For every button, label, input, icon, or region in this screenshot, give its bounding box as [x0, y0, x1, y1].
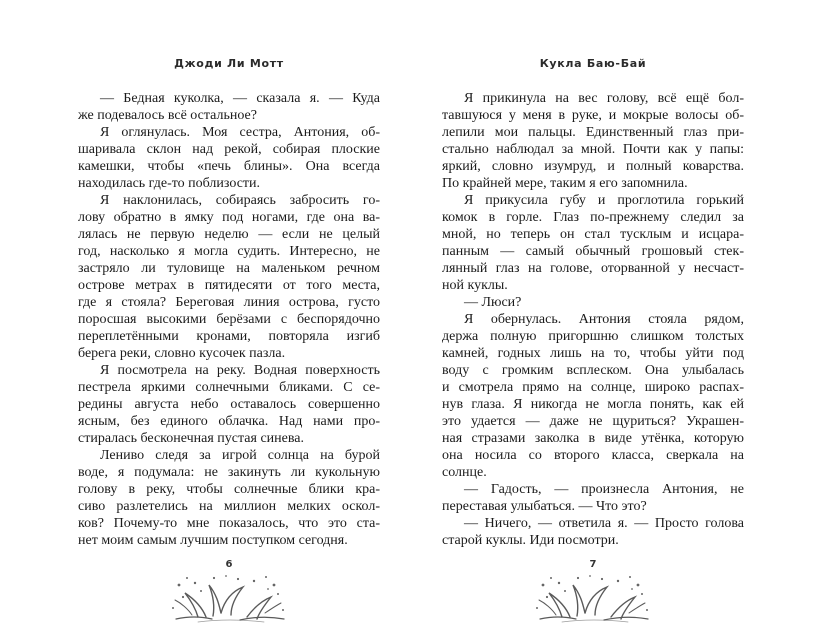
text-line: ков? Почему-то мне показалось, что это ста-: [78, 516, 380, 531]
text-line: стально наблюдал за мной. Почти как у папы:: [442, 142, 744, 157]
text-line: лепили мои пальцы. Единственный глаз при-: [442, 125, 744, 140]
text-line: нув глаза. Я никогда не могла понять, как ей: [442, 397, 744, 412]
text-line: Я прикинула на вес голову, всё ещё бол-: [464, 91, 744, 106]
text-line: год, насколько я могла судить. Интересно, не: [78, 244, 380, 259]
page-right-body: [442, 90, 744, 549]
text-line: нет моим самым лучшим поступком сегодня.: [78, 533, 348, 548]
text-line: ясным, без единого облачка. Над нами про-: [78, 414, 380, 429]
text-line: солнце.: [442, 465, 487, 480]
running-header-author: Джоди Ли Мотт: [174, 57, 284, 70]
text-line: же подевалось всё остальное?: [78, 108, 257, 123]
text-line: это удается — даже не щуриться? Украшен-: [442, 414, 744, 429]
text-line: тавшуюся у меня в руке, и мокрые волосы об-: [442, 108, 744, 123]
text-line: — Гадость, — произнесла Антония, не: [464, 482, 744, 497]
text-line: воде, я подумала: не закинуть ли кукольную: [78, 465, 380, 480]
text-line: Я посмотрела на реку. Водная поверхность: [100, 363, 380, 378]
text-line: Лениво следя за игрой солнца на бурой: [100, 448, 380, 463]
text-line: сиво разлетелись на миллион мелких оскол-: [78, 499, 380, 514]
page-number: 6: [225, 559, 233, 570]
text-line: Я прикусила губу и проглотила горький: [464, 193, 744, 208]
text-line: камней, годных лишь на то, чтобы уйти под: [442, 346, 744, 361]
page-left-footer: [78, 560, 380, 629]
text-line: застряло ли туловище на маленьком речном: [78, 261, 380, 276]
text-line: шаривала склон над рекой, собирая плоские: [78, 142, 380, 157]
text-line: берега реки, словно кусочек пазла.: [78, 346, 286, 361]
page-left-body: [78, 90, 380, 549]
text-line: она носила со второго класса, сверкала на: [442, 448, 744, 463]
text-line: держа полную пригоршню слишком толстых: [442, 329, 744, 344]
text-line: стиралась бесконечная пустая синева.: [78, 431, 305, 446]
text-line: ной куклы.: [442, 278, 508, 293]
text-line: Я оглянулась. Моя сестра, Антония, об-: [100, 125, 380, 140]
text-line: — Бедная куколка, — сказала я. — Куда: [100, 91, 380, 106]
text-line: голову в реку, чтобы солнечные блики кра-: [78, 482, 380, 497]
text-line: воду с громким всплеском. Она улыбалась: [442, 363, 744, 378]
text-line: поросшая высокими берёзами с беспорядочно: [78, 312, 380, 327]
text-line: яркий, словно изумруд, и полный коварства.: [442, 159, 744, 174]
text-line: камешки, чтобы «печь блины». Она всегда: [78, 159, 380, 174]
text-line: находилась где-то поблизости.: [78, 176, 261, 191]
page-right: [442, 57, 744, 617]
text-line: старой куклы. Иди посмотри.: [442, 533, 619, 548]
text-line: лову обратно в ямку под ногами, где она ва-: [78, 210, 380, 225]
text-line: лялась не первую неделю — если не целый: [78, 227, 380, 242]
text-line: панным — самый обычный грошовый стек-: [442, 244, 744, 259]
text-line: где я стояла? Береговая линия острова, густо: [78, 295, 380, 310]
text-line: По крайней мере, таким я его запомнила.: [442, 176, 688, 191]
text-line: — Люси?: [464, 295, 522, 310]
text-line: ная стразами заколка в виде утёнка, которую: [442, 431, 744, 446]
text-line: лянный глаз на голове, оторванной у несчаст-: [442, 261, 744, 276]
page-number: 7: [589, 559, 597, 570]
water-splash-icon: [530, 570, 656, 624]
text-line: мной, но теперь он стал тусклым и исцара-: [442, 227, 744, 242]
text-line: редины августа небо оставалось совершенно: [78, 397, 380, 412]
running-header-title: Кукла Баю-Бай: [539, 57, 647, 70]
text-line: переплетёнными кронами, повторяла изгиб: [78, 329, 380, 344]
text-line: переставая улыбаться. — Что это?: [442, 499, 647, 514]
text-line: острове метрах в пятидесяти от того места,: [78, 278, 380, 293]
page-right-footer: [442, 560, 744, 629]
text-line: Я обернулась. Антония стояла рядом,: [464, 312, 744, 327]
text-line: комок в горле. Глаз по-прежнему следил за: [442, 210, 744, 225]
water-splash-icon: [166, 570, 292, 624]
text-line: Я наклонилась, собираясь забросить го-: [100, 193, 380, 208]
text-line: и смотрела прямо на солнце, широко распах-: [442, 380, 744, 395]
text-line: — Ничего, — ответила я. — Просто голова: [464, 516, 744, 531]
text-line: пестрела яркими солнечными бликами. С се-: [78, 380, 380, 395]
page-left: [78, 57, 380, 617]
